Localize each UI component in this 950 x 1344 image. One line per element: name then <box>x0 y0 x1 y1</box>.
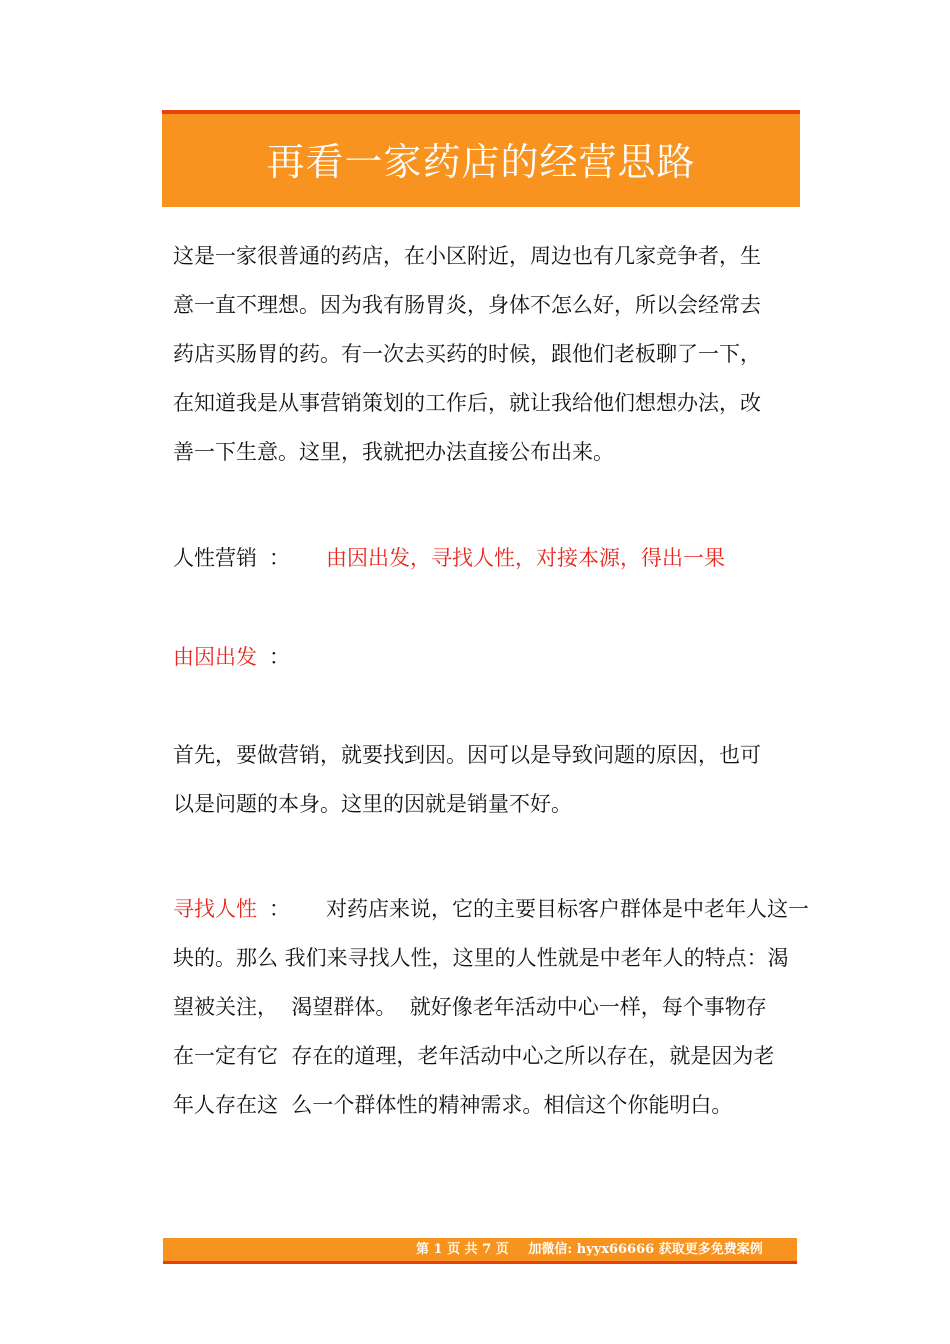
marketing-label: 人性营销 <box>173 546 257 570</box>
section1-colon: ： <box>269 645 290 669</box>
section2-first-text: 对药店来说，它的主要目标客户群体是中老年人这一 <box>326 897 809 921</box>
section2-line: 块的。那么 我们来寻找人性，这里的人性就是中老年人的特点：渴 <box>173 946 789 970</box>
section2-colon: ： <box>269 897 290 921</box>
section1-heading <box>173 633 823 682</box>
section2-line: 望被关注， 渴望群体。 就好像老年活动中心一样，每个事物存 <box>173 995 767 1019</box>
promo-text: 加微信: hyyx66666 获取更多免费案例 <box>528 1242 763 1257</box>
intro-line: 药店买肠胃的药。有一次去买药的时候，跟他们老板聊了一下， <box>173 342 761 366</box>
section2-label: 寻找人性 <box>173 897 257 921</box>
section2-line: 在一定有它 存在的道理，老年活动中心之所以存在，就是因为老 <box>173 1044 775 1068</box>
title-banner <box>162 110 800 207</box>
intro-line: 这是一家很普通的药店，在小区附近，周边也有几家竞争者，生 <box>173 244 761 268</box>
marketing-line <box>173 534 823 583</box>
footer-text <box>416 1239 769 1261</box>
document-title: 再看一家药店的经营思路 <box>266 140 696 184</box>
intro-line: 意一直不理想。因为我有肠胃炎，身体不怎么好，所以会经常去 <box>173 293 761 317</box>
intro-line: 在知道我是从事营销策划的工作后，就让我给他们想想办法，改 <box>173 391 761 415</box>
marketing-colon: ： <box>269 546 290 570</box>
section1-line: 以是问题的本身。这里的因就是销量不好。 <box>173 792 572 816</box>
section1-line: 首先，要做营销，就要找到因。因可以是导致问题的原因，也可 <box>173 743 761 767</box>
intro-paragraph <box>173 232 823 477</box>
page-indicator: 第 1 页 共 7 页 <box>416 1242 509 1257</box>
intro-line: 善一下生意。这里，我就把办法直接公布出来。 <box>173 440 614 464</box>
marketing-value: 由因出发，寻找人性，对接本源，得出一果 <box>326 546 725 570</box>
section2-first-line <box>173 885 823 934</box>
section1-label: 由因出发 <box>173 645 257 669</box>
section2-paragraph <box>173 885 823 1130</box>
section2-line: 年人存在这 么一个群体性的精神需求。相信这个你能明白。 <box>173 1093 733 1117</box>
section1-paragraph <box>173 731 823 829</box>
